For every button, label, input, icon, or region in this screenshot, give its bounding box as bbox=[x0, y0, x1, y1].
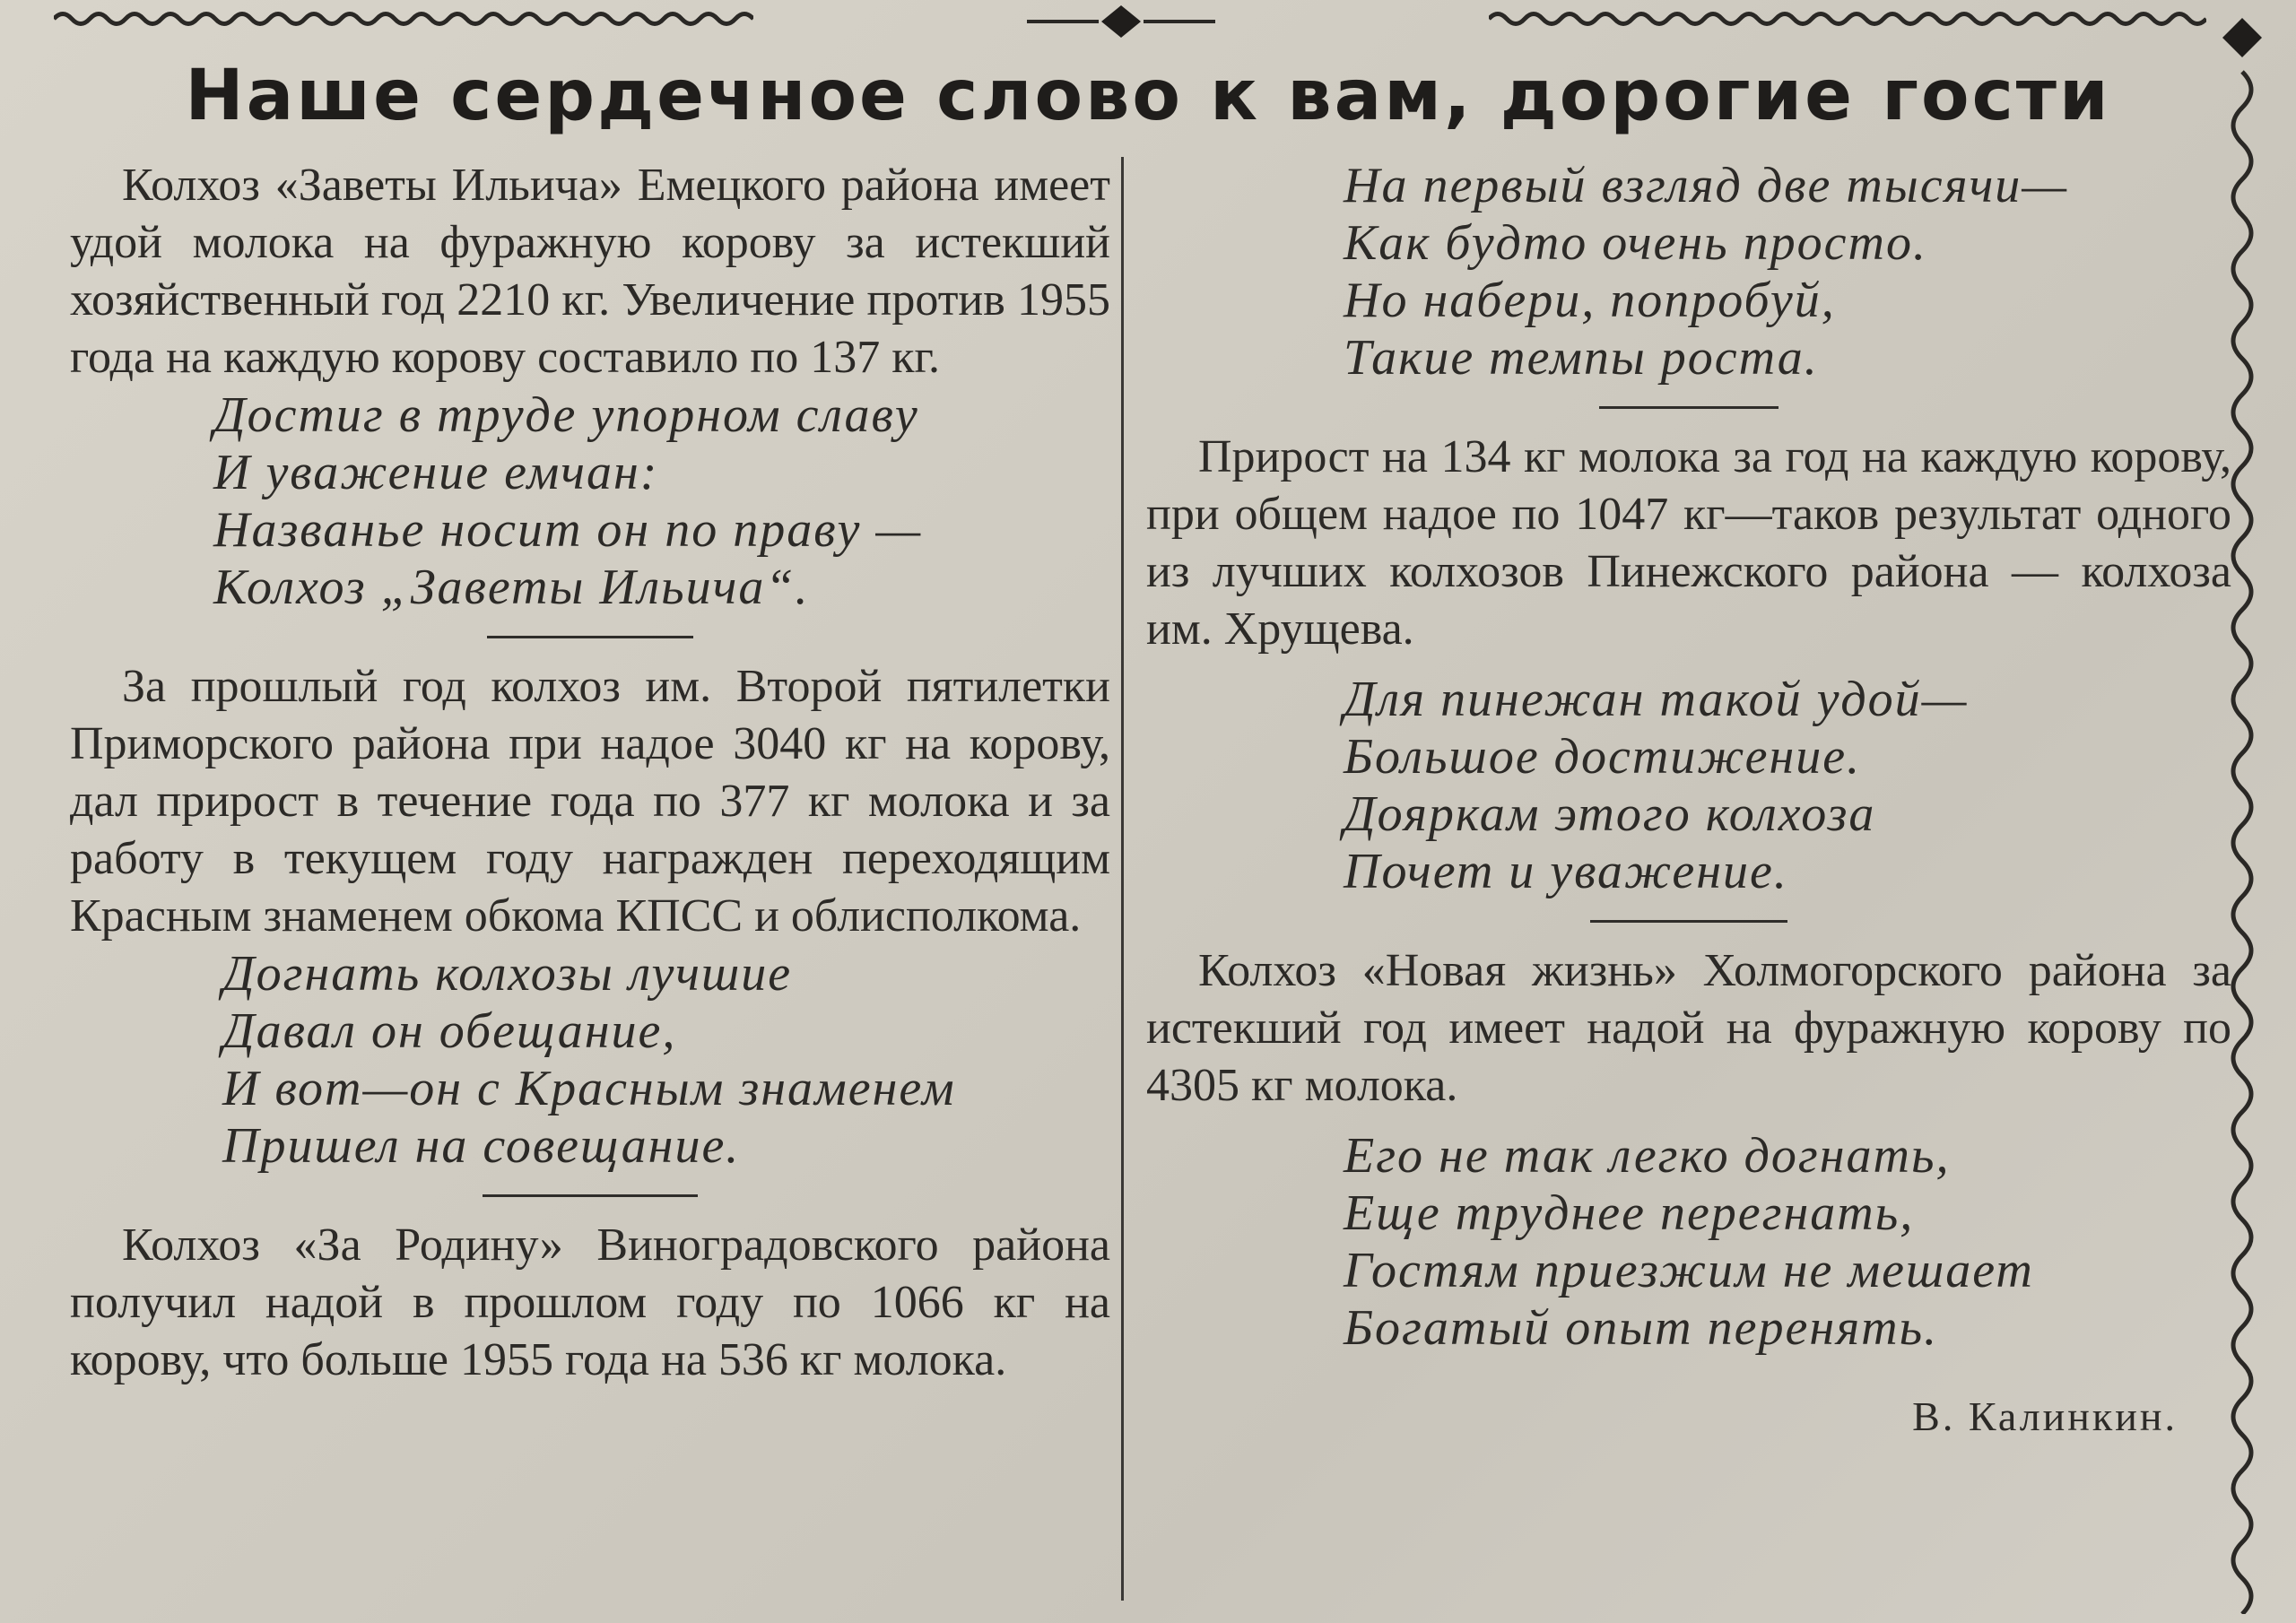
verse-line: Богатый опыт перенять. bbox=[1344, 1300, 1939, 1356]
paragraph-za-rodinu: Колхоз «За Родину» Виноградовского района получил надой в прошлом году по 1066 кг на корову, что больше 1955 года на 536 кг молока. bbox=[70, 1219, 1110, 1385]
separator-rule bbox=[487, 636, 693, 638]
page-title: Наше сердечное слово к вам, дорогие гости bbox=[185, 56, 2111, 136]
wavy-border-top-right bbox=[1489, 7, 2206, 30]
verse-pinezhan bbox=[1344, 671, 2231, 900]
verse-line: Догнать колхозы лучшие bbox=[222, 946, 793, 1002]
separator-rule bbox=[483, 1194, 698, 1197]
paragraph-novaya-zhizn: Колхоз «Новая жизнь» Холмогорского района за истекший год имеет надой на фуражную корову по 4305 кг молока. bbox=[1146, 945, 2231, 1111]
paragraph-khrushcheva: Прирост на 134 кг молока за год на каждую корову, при общем надое по 1047 кг—таков результат одного из лучших колхозов Пинежского района — колхоза им. Хрущева. bbox=[1146, 431, 2231, 655]
verse-line: Для пинежан такой удой— bbox=[1344, 672, 1969, 727]
verse-line: Достиг в труде упорном славу bbox=[213, 387, 919, 443]
verse-zavety-ilicha bbox=[213, 386, 1110, 616]
verse-dognat bbox=[1344, 1127, 2231, 1357]
verse-line: И вот—он с Красным знаменем bbox=[222, 1061, 956, 1116]
right-column bbox=[1146, 157, 2231, 1440]
verse-line: Как будто очень просто. bbox=[1344, 215, 1927, 271]
paragraph-zavety-ilicha: Колхоз «Заветы Ильича» Емецкого района имеет удой молока на фуражную корову за истекший хозяйственный год 2210 кг. Увеличение против 1955 года на каждую корову составило по 137 кг. bbox=[70, 160, 1110, 383]
verse-line: Большое достижение. bbox=[1344, 729, 1862, 785]
separator-rule bbox=[1599, 406, 1779, 409]
author-signature: В. Калинкин. bbox=[1912, 1393, 2178, 1439]
verse-line: Названье носит он по праву — bbox=[213, 502, 923, 558]
verse-line: Колхоз „Заветы Ильича“. bbox=[213, 560, 810, 615]
wavy-border-top-left bbox=[54, 7, 753, 30]
verse-line: Его не так легко догнать, bbox=[1344, 1128, 1951, 1184]
verse-line: Гостям приезжим не мешает bbox=[1344, 1243, 2034, 1298]
verse-line: И уважение емчан: bbox=[213, 445, 659, 500]
verse-line: Еще труднее перегнать, bbox=[1344, 1185, 1915, 1241]
verse-line: Дояркам этого колхоза bbox=[1344, 786, 1876, 842]
left-column bbox=[70, 157, 1110, 1389]
verse-line: Давал он обещание, bbox=[222, 1003, 677, 1059]
verse-vtoroy-pyatiletki bbox=[222, 945, 1110, 1175]
verse-line: На первый взгляд две тысячи— bbox=[1344, 158, 2069, 213]
verse-line: Такие темпы роста. bbox=[1344, 330, 1819, 386]
verse-line: Но набери, попробуй, bbox=[1344, 273, 1836, 328]
verse-line: Почет и уважение. bbox=[1344, 844, 1788, 899]
column-divider bbox=[1121, 157, 1124, 1601]
separator-rule bbox=[1590, 920, 1787, 923]
diamond-ornament bbox=[1022, 4, 1220, 39]
verse-line: Пришел на совещание. bbox=[222, 1118, 741, 1174]
verse-dve-tysyachi bbox=[1344, 157, 2231, 386]
paragraph-vtoroy-pyatiletki: За прошлый год колхоз им. Второй пятилетки Приморского района при надое 3040 кг на корову, дал прирост в течение года по 377 кг молока и за работу в текущем году награжден переходящим Красным знаменем обкома КПСС и облисполкома. bbox=[70, 661, 1110, 942]
